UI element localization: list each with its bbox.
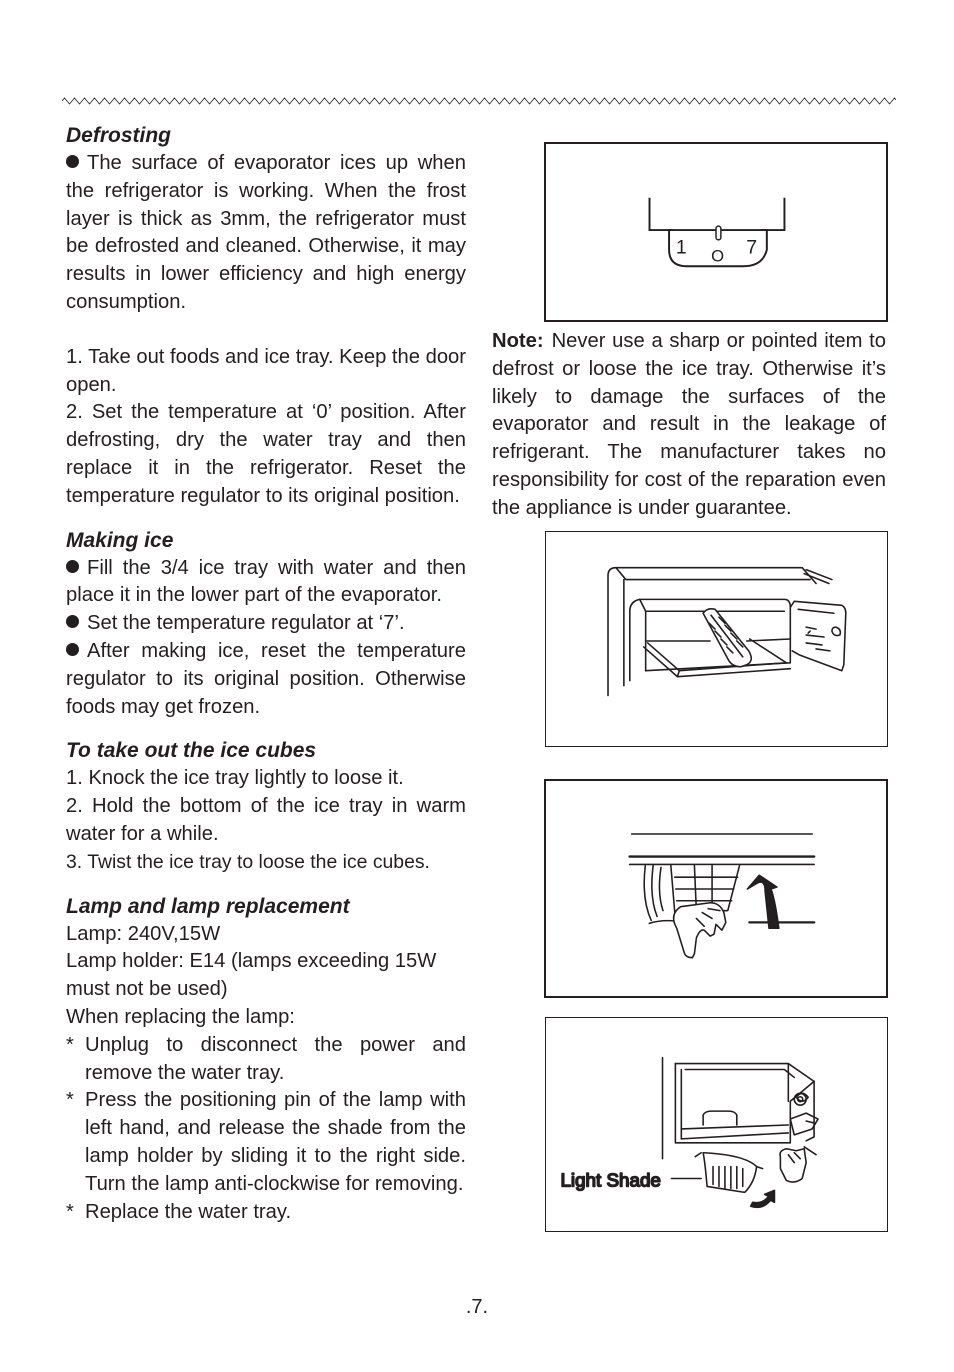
remove-tray-illustration bbox=[546, 781, 886, 996]
defrosting-heading: Defrosting bbox=[66, 124, 171, 147]
asterisk-marker: * bbox=[66, 1033, 74, 1056]
lamp-figure bbox=[545, 1017, 888, 1232]
asterisk-marker: * bbox=[66, 1089, 74, 1112]
making-ice-bullet-text: Set the temperature regulator at ‘7’. bbox=[87, 612, 405, 635]
lamp-holder-spec: Lamp holder: E14 (lamps exceeding 15W must not be used) bbox=[66, 950, 437, 1001]
ice-cubes-heading: To take out the ice cubes bbox=[66, 739, 317, 763]
making-ice-bullet-text: After making ice, reset the temperature regulator to its original position. Otherwise foods may get frozen. bbox=[66, 639, 466, 718]
dial-label-off: O bbox=[711, 246, 725, 266]
ice-tray-illustration bbox=[546, 532, 887, 746]
making-ice-bullet-text: Fill the 3/4 ice tray with water and then place it in the lower part of the evaporator. bbox=[66, 556, 466, 607]
note-paragraph bbox=[492, 328, 886, 523]
defrosting-step-1: 1. Take out foods and ice tray. Keep the door open. bbox=[66, 345, 466, 396]
lamp-spec: Lamp: 240V,15W bbox=[66, 922, 221, 945]
making-ice-heading: Making ice bbox=[66, 528, 174, 552]
dial-illustration bbox=[546, 144, 886, 320]
page-number: .7. bbox=[465, 1296, 489, 1318]
lamp-step-text: Unplug to disconnect the power and remove the water tray. bbox=[85, 1033, 466, 1084]
lamp-step bbox=[66, 1199, 466, 1227]
dial-pointer-icon bbox=[716, 226, 721, 240]
defrosting-bullet bbox=[66, 150, 466, 317]
remove-tray-figure bbox=[544, 779, 888, 998]
lamp-illustration bbox=[546, 1018, 887, 1231]
dial-label-max: 7 bbox=[746, 236, 758, 259]
lamp-intro: When replacing the lamp: bbox=[66, 1005, 295, 1028]
lamp-step-text: Replace the water tray. bbox=[85, 1200, 292, 1223]
ice-cubes-step: 2. Hold the bottom of the ice tray in warm water for a while. bbox=[66, 795, 466, 845]
lamp-step-text: Press the positioning pin of the lamp with left hand, and release the shade from the lamp holder by sliding it to the right side. Turn the lamp anti-clockwise for removing. bbox=[85, 1089, 466, 1195]
lamp-heading: Lamp and lamp replacement bbox=[66, 894, 350, 918]
making-ice-bullet bbox=[66, 638, 466, 721]
dial-figure bbox=[544, 142, 888, 322]
dial-label-min: 1 bbox=[675, 236, 687, 259]
note-text: Never use a sharp or pointed item to defrost or loose the ice tray. Otherwise it’s likely to damage the surfaces of the evaporator and result in the leakage of refrigerant. The manufacturer takes no responsibility for cost of the reparation even the appliance is under guarantee. bbox=[492, 330, 886, 519]
decorative-divider bbox=[62, 96, 896, 106]
asterisk-marker: * bbox=[66, 1200, 74, 1223]
defrosting-bullet-text: The surface of evaporator ices up when the refrigerator is working. When the frost layer is thick as 3mm, the refrigerator must be defrosted and cleaned. Otherwise, it may results in lower efficiency and high energy consumption. bbox=[66, 152, 466, 313]
lamp-step bbox=[66, 1032, 466, 1088]
light-shade-label: Light Shade bbox=[560, 1169, 661, 1191]
lamp-step bbox=[66, 1087, 466, 1198]
defrosting-step-2: 2. Set the temperature at ‘0’ position. After defrosting, dry the water tray and then replace it in the refrigerator. Reset the temperature regulator to its original position. bbox=[66, 401, 466, 507]
note-label: Note: bbox=[492, 330, 544, 352]
ice-tray-figure bbox=[545, 531, 888, 747]
making-ice-bullet bbox=[66, 555, 466, 611]
ice-cubes-step: 1. Knock the ice tray lightly to loose it. bbox=[66, 767, 404, 790]
ice-cubes-step: 3. Twist the ice tray to loose the ice cubes. bbox=[66, 850, 430, 873]
left-column bbox=[66, 122, 466, 1226]
making-ice-bullet bbox=[66, 610, 466, 638]
